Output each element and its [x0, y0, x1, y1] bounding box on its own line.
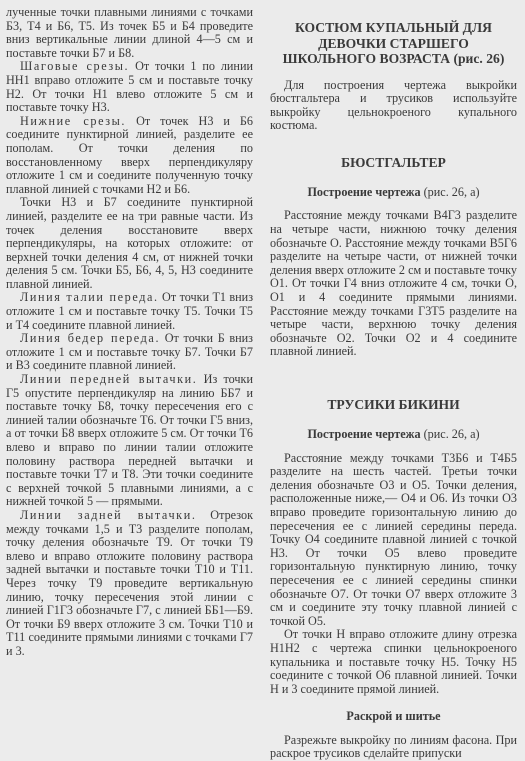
- article-title: КОСТЮМ КУПАЛЬНЫЙ ДЛЯ ДЕВОЧКИ СТАРШЕГО ШКОЛЬНОГО ВОЗРАСТА (рис. 26): [282, 20, 505, 66]
- paragraph-label: Нижние срезы.: [20, 113, 127, 128]
- paragraph-front-waist: [6, 291, 253, 332]
- subsection-title-bold: Построение чертежа: [307, 427, 421, 441]
- paragraph-front-dart: [6, 373, 253, 509]
- paragraph-step-cuts: [6, 60, 253, 114]
- intro-paragraph: Для построения чертежа выкройки бюстгальтера и трусиков используйте выкройку цельнокроеного купального костюма.: [270, 77, 517, 133]
- paragraph-label: Шаговые срезы.: [20, 59, 130, 74]
- paragraph-text: От точек Н3 и Б6 соедините пунктирной линией, разделите ее пополам. От точки деления по восстановленному вверх перпендикуляру отложите 1 см и соедините полученную точку плавной линией с точками Н2 и Б6.: [6, 113, 254, 196]
- paragraph-text: Отрезок между точками 1,5 и Т3 разделите пополам, точку деления обозначьте Т9. От точки Т9 влево и вправо отложите половину раствора задней вытачки и поставьте точки Т10 и Т11. Через точку Т9 проведите вертикальную линию, точку пересечения этой линии с линией Г1Г3 обозначьте Г7, с линией ББ1—Б9. От точки Б9 вверх отложите 3 см. Точки Т10 и Т11 соедините прямыми линиями с точками Г7 и 3.: [6, 507, 253, 658]
- paragraph-label: Линия талии переда.: [20, 290, 159, 305]
- paragraph-continuation: [6, 6, 253, 60]
- paragraph-text: От точки 1 по линии НН1 вправо отложите 5 см и поставьте точку Н2. От точки Н1 влево отложите 5 см и поставьте точку Н3.: [6, 59, 254, 115]
- paragraph-back-dart: [6, 509, 253, 659]
- paragraph-points-h3-b7: [6, 196, 253, 291]
- section-title-bra: БЮСТГАЛЬТЕР: [341, 154, 446, 170]
- subsection-title-construction: [270, 186, 517, 200]
- section-bikini-paragraph-1: Расстояние между точками Т3Б6 и Т4Б5 разделите на шесть частей. Третьи точки деления обозначьте О3 и О5. Точки деления, расположенные ниже,— О4 и О6. Из точки О3 вправо проведите горизонтальную линию до пересечения ее с линией середины переда. Точку О4 соедините плавной линией с точкой Н3. От точки О5 влево проведите горизонтальную пунктирную линию, точку пересечения ее с линией середины спинки обозначьте О7. От точки О7 вверх отложите 3 см и соедините эту точку плавной линией с точкой О5.: [270, 450, 517, 628]
- spacer: [270, 696, 517, 710]
- subsection-title-ref: (рис. 26, а): [420, 427, 480, 441]
- subsection-title-construction: [270, 428, 517, 442]
- paragraph-text: От точки Т1 вниз отложите 1 см и поставьте точку Т5. Точки Т5 и Т4 соедините плавной линией.: [6, 290, 254, 332]
- section-cutting-text: Разрежьте выкройку по линиям фасона. При раскрое трусиков сделайте припуски: [270, 732, 517, 761]
- section-bra-text: Расстояние между точками В4Г3 разделите на четыре части, нижнюю точку деления обозначьте О. Расстояние между точками В5Г6 разделите на четыре части, от нижней точки деления вверх отложите 2 см и поставьте точку О1. От точки Г4 вниз отложите 4 см, точки О, О1 и 4 соедините прямыми линиями. Расстояние между точками Г3Т5 разделите на четыре части, верхнюю точку деления обозначьте О2. Точки О2 и 4 соедините плавной линией.: [270, 208, 517, 359]
- paragraph-front-hips: [6, 332, 253, 373]
- paragraph-label: Линии передней вытачки.: [20, 372, 198, 387]
- section-title-cutting-text: Раскрой и шитье: [346, 709, 441, 724]
- paragraph-label: Линии задней вытачки.: [20, 507, 197, 522]
- paragraph-text: От точки Б вниз отложите 1 см и поставьте точку Б7. Точки Б7 и В3 соедините плавной линией.: [6, 331, 253, 373]
- paragraph-bottom-cuts: [6, 115, 253, 197]
- subsection-title-bold: Построение чертежа: [307, 184, 421, 199]
- section-title-bikini: ТРУСИКИ БИКИНИ: [327, 397, 460, 412]
- section-title-cutting: [270, 710, 517, 724]
- paragraph-text: Точки Н3 и Б7 соедините пунктирной линией, разделите ее на три равные части. Из точек деления восстановите вверх перпендикуляры, на которых отложите: от верхней точки деления 4 см, от нижней точки деления 5 см. Точки Б5, Б6, 4, 5, Н3 соедините плавной линией.: [6, 195, 253, 291]
- right-column: [270, 6, 517, 761]
- paragraph-text: лученные точки плавными линиями с точками Б3, Т4 и Б6, Т5. Из точек Б5 и Б4 проведите вниз вертикальные линии длиной 4—5 см и поставьте точки Б7 и Б8.: [6, 5, 253, 60]
- subsection-title-ref: (рис. 26, а): [420, 184, 480, 199]
- spacer: [270, 359, 517, 397]
- left-column: [6, 6, 253, 659]
- section-bikini-paragraph-2: От точки Н вправо отложите длину отрезка Н1Н2 с чертежа спинки цельнокроеного купальника и поставьте точку Н5. Точку Н5 соедините с точкой О6 плавной линией. Точки Н и 3 соедините прямой линией.: [270, 627, 517, 696]
- paragraph-label: Линия бедер переда.: [20, 331, 161, 346]
- paragraph-text: Из точки Г5 опустите перпендикуляр на линию ББ7 и поставьте точку Б8, точку пересечения его с линией талии обозначьте Т6. От точки Г5 вниз, а от точки Б8 вверх отложите 5 см. От точки Т6 влево и вправо по линии талии отложите половину раствора передней вытачки и поставьте точки Т7 и Т8. Эти точки соедините с верхней точкой 5 плавными линиями, а с нижней точкой 5 — прямыми.: [6, 372, 253, 509]
